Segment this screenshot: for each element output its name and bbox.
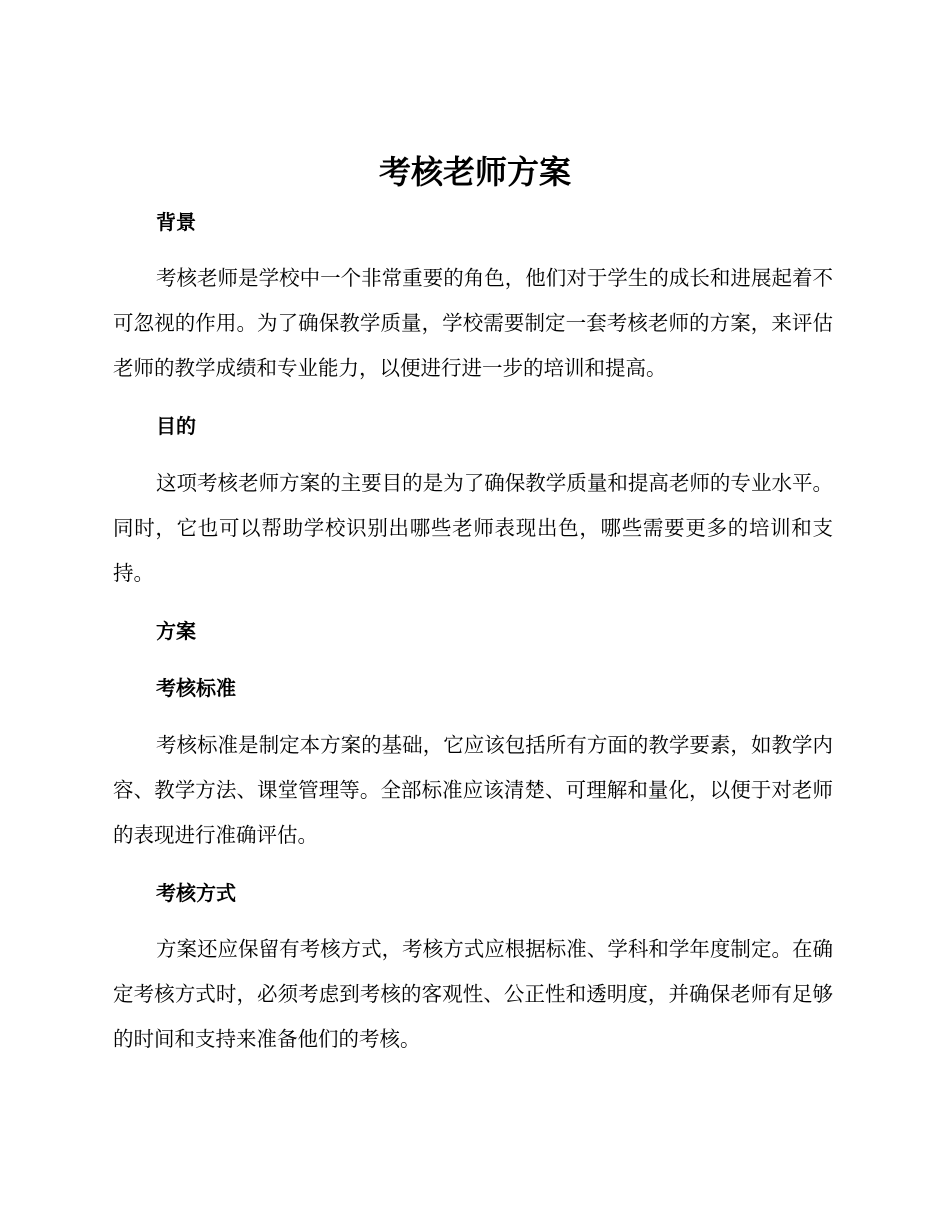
section-heading-purpose: 目的 (156, 414, 196, 438)
section-heading-criteria: 考核标准 (156, 676, 236, 700)
section-paragraph-purpose: 这项考核老师方案的主要目的是为了确保教学质量和提高老师的专业水平。同时，它也可以帮助学校识别出哪些老师表现出色，哪些需要更多的培训和支持。 (113, 471, 833, 585)
section-paragraph-criteria: 考核标准是制定本方案的基础，它应该包括所有方面的教学要素，如教学内容、教学方法、课堂管理等。全部标准应该清楚、可理解和量化，以便于对老师的表现进行准确评估。 (113, 733, 833, 847)
section-heading-plan: 方案 (156, 619, 196, 643)
section-heading-method: 考核方式 (156, 881, 236, 905)
section-paragraph-background: 考核老师是学校中一个非常重要的角色，他们对于学生的成长和进展起着不可忽视的作用。为了确保教学质量，学校需要制定一套考核老师的方案，来评估老师的教学成绩和专业能力，以便进行进一步的培训和提高。 (113, 266, 833, 380)
section-paragraph-method: 方案还应保留有考核方式，考核方式应根据标准、学科和学年度制定。在确定考核方式时，必须考虑到考核的客观性、公正性和透明度，并确保老师有足够的时间和支持来准备他们的考核。 (113, 937, 833, 1051)
document-title: 考核老师方案 (378, 153, 571, 191)
section-heading-background: 背景 (156, 210, 196, 234)
